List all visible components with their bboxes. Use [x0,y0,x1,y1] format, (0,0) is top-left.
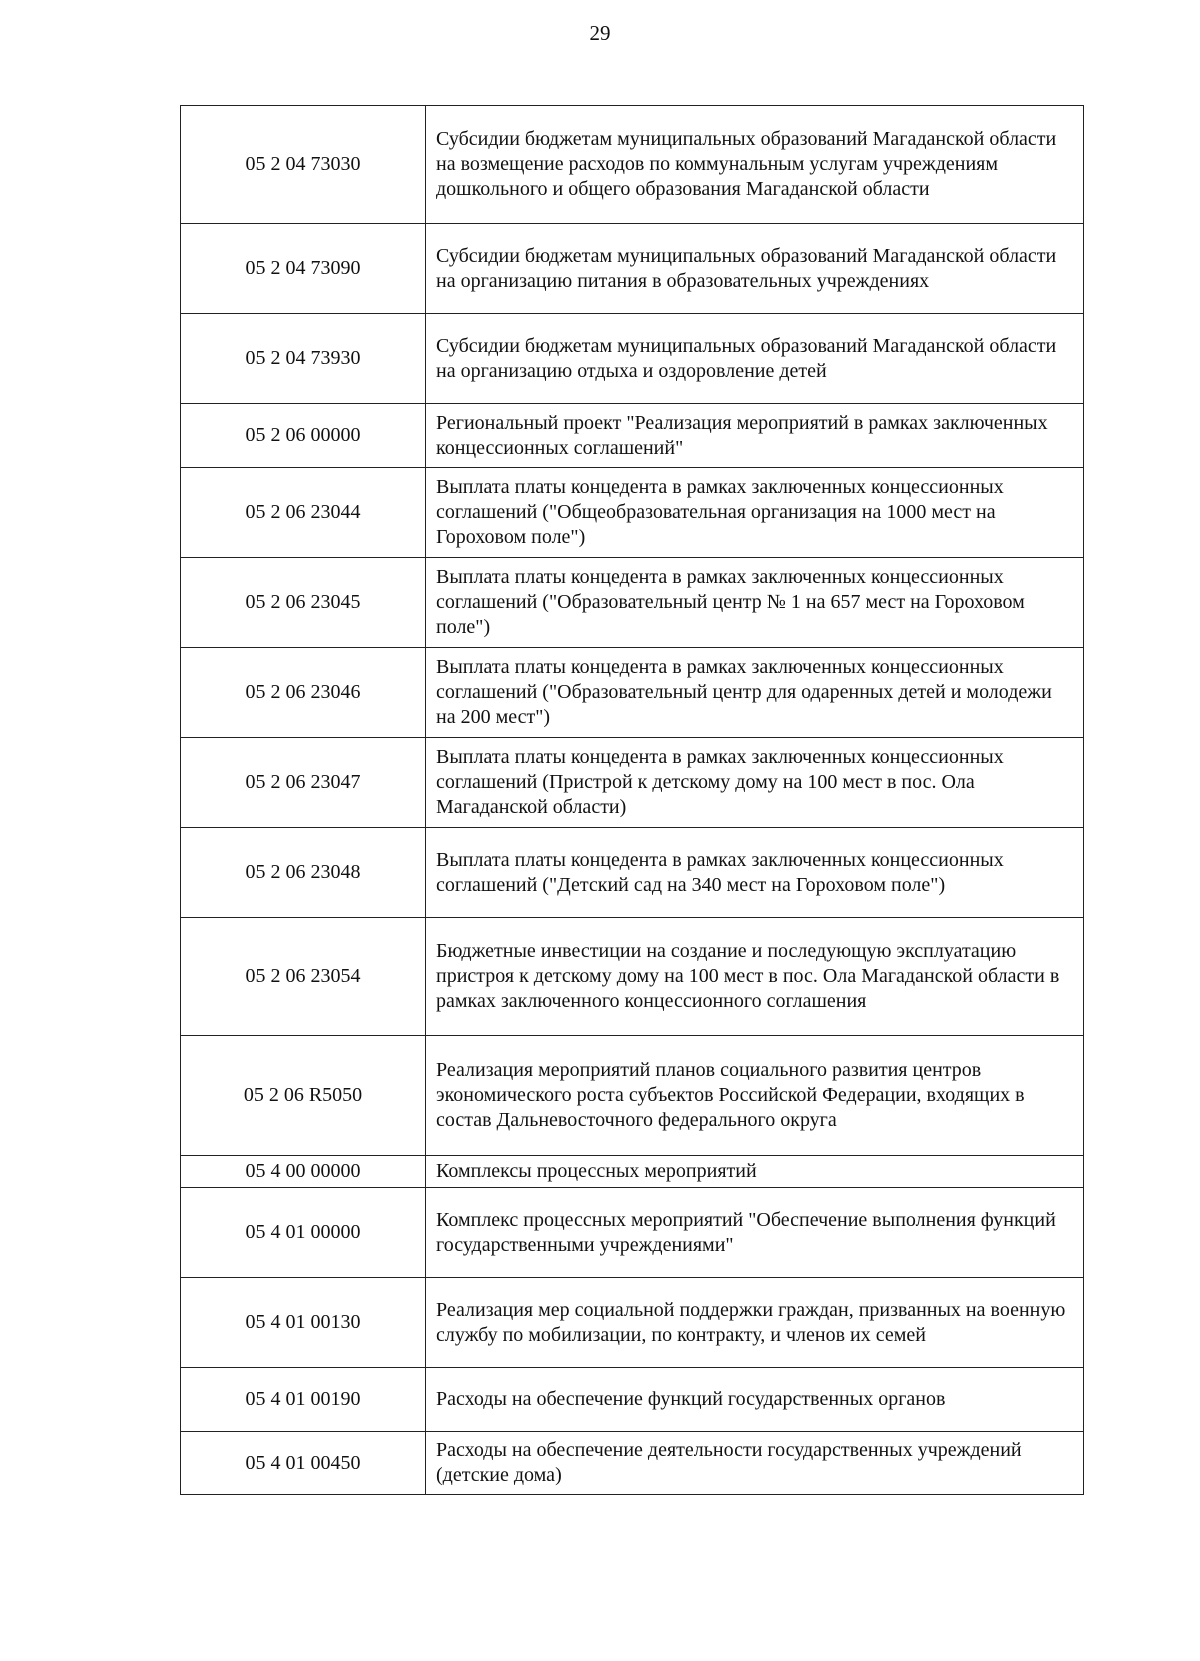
table-row [181,738,1084,828]
table-row [181,1368,1084,1432]
row-description: Реализация мер социальной поддержки граждан, призванных на военную службу по мобилизации, по контракту, и членов их семей [426,1278,1084,1368]
row-description: Комплекс процессных мероприятий "Обеспечение выполнения функций государственными учреждениями" [426,1188,1084,1278]
table-row [181,1036,1084,1156]
table-body [181,106,1084,1495]
row-code: 05 4 01 00130 [181,1278,426,1368]
row-code: 05 4 01 00450 [181,1432,426,1495]
row-description: Расходы на обеспечение деятельности государственных учреждений (детские дома) [426,1432,1084,1495]
row-code: 05 2 04 73930 [181,314,426,404]
row-code: 05 2 04 73090 [181,224,426,314]
table-row [181,404,1084,468]
table-row [181,1278,1084,1368]
table-row [181,918,1084,1036]
row-description: Комплексы процессных мероприятий [426,1156,1084,1188]
row-code: 05 2 06 23044 [181,468,426,558]
row-code: 05 4 01 00000 [181,1188,426,1278]
page-number: 29 [589,21,611,45]
row-code: 05 2 06 23045 [181,558,426,648]
row-code: 05 2 06 23048 [181,828,426,918]
row-description: Расходы на обеспечение функций государственных органов [426,1368,1084,1432]
row-description: Выплата платы концедента в рамках заключенных концессионных соглашений ("Общеобразовательная организация на 1000 мест на Гороховом поле") [426,468,1084,558]
row-code: 05 2 06 23054 [181,918,426,1036]
row-description: Бюджетные инвестиции на создание и последующую эксплуатацию пристроя к детскому дому на 100 мест в пос. Ола Магаданской области в рамках заключенного концессионного соглашения [426,918,1084,1036]
row-code: 05 2 06 00000 [181,404,426,468]
row-description: Субсидии бюджетам муниципальных образований Магаданской области на возмещение расходов по коммунальным услугам учреждениям дошкольного и общего образования Магаданской области [426,106,1084,224]
table-row [181,1188,1084,1278]
table-row [181,648,1084,738]
row-description: Выплата платы концедента в рамках заключенных концессионных соглашений ("Образовательный центр для одаренных детей и молодежи на 200 мест") [426,648,1084,738]
row-description: Реализация мероприятий планов социального развития центров экономического роста субъектов Российской Федерации, входящих в состав Дальневосточного федерального округа [426,1036,1084,1156]
table-row [181,468,1084,558]
row-description: Выплата платы концедента в рамках заключенных концессионных соглашений (Пристрой к детскому дому на 100 мест в пос. Ола Магаданской области) [426,738,1084,828]
row-code: 05 4 01 00190 [181,1368,426,1432]
table-row [181,558,1084,648]
row-code: 05 2 06 23047 [181,738,426,828]
table-row [181,314,1084,404]
row-description: Субсидии бюджетам муниципальных образований Магаданской области на организацию питания в образовательных учреждениях [426,224,1084,314]
table-row [181,224,1084,314]
row-code: 05 4 00 00000 [181,1156,426,1188]
table-row [181,828,1084,918]
row-description: Субсидии бюджетам муниципальных образований Магаданской области на организацию отдыха и оздоровление детей [426,314,1084,404]
row-description: Выплата платы концедента в рамках заключенных концессионных соглашений ("Образовательный центр № 1 на 657 мест на Гороховом поле") [426,558,1084,648]
table-row [181,1156,1084,1188]
row-description: Выплата платы концедента в рамках заключенных концессионных соглашений ("Детский сад на 340 мест на Гороховом поле") [426,828,1084,918]
budget-classification-table [180,105,1084,1495]
table-row [181,106,1084,224]
row-code: 05 2 06 23046 [181,648,426,738]
row-code: 05 2 06 R5050 [181,1036,426,1156]
row-description: Региональный проект "Реализация мероприятий в рамках заключенных концессионных соглашений" [426,404,1084,468]
table-row [181,1432,1084,1495]
row-code: 05 2 04 73030 [181,106,426,224]
